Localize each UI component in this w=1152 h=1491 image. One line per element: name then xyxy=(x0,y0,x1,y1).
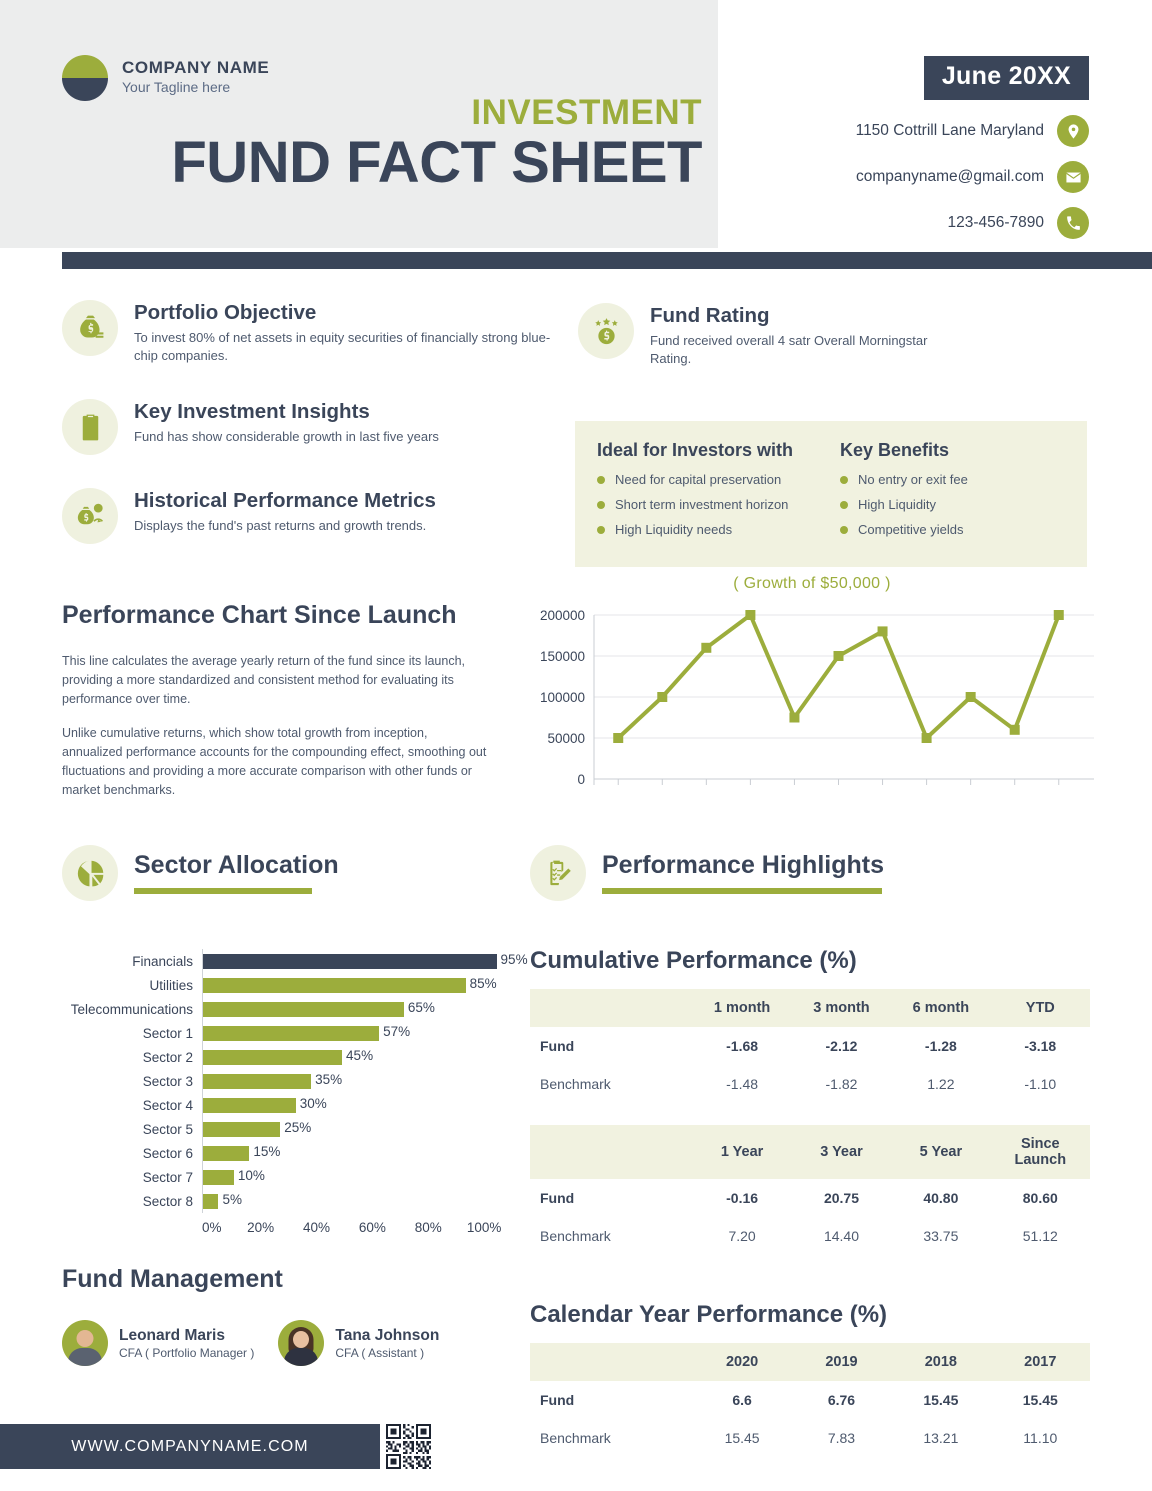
sector-bar-fill xyxy=(203,1026,379,1041)
item-label: No entry or exit fee xyxy=(858,472,968,487)
stars-coin-icon xyxy=(578,303,634,359)
cumulative-performance-table xyxy=(530,989,1090,1103)
fund-rating-title: Fund Rating xyxy=(650,304,770,327)
calendar-performance-title: Calendar Year Performance (%) xyxy=(530,1301,888,1328)
feature-title: Key Investment Insights xyxy=(134,400,370,424)
key-benefits-title: Key Benefits xyxy=(840,440,950,460)
page-header xyxy=(0,0,1152,248)
feature-desc: To invest 80% of net assets in equity securities of financially strong blue-chip companies. xyxy=(134,329,551,364)
svg-text:50000: 50000 xyxy=(547,731,585,746)
sector-bar-value: 65% xyxy=(407,1000,435,1015)
table-row-label: Fund xyxy=(540,1038,575,1054)
ideal-investors-item xyxy=(597,497,840,512)
sector-bar-row xyxy=(62,1069,512,1093)
avatar-head xyxy=(77,1330,94,1347)
brand-text xyxy=(122,58,269,98)
money-bag-icon xyxy=(62,300,118,356)
table-column-header: 2020 xyxy=(692,1343,791,1381)
sector-bar-value: 57% xyxy=(383,1024,411,1039)
table-row xyxy=(530,1217,1090,1255)
fund-rating-desc: Fund received overall 4 satr Overall Morningstar Rating. xyxy=(650,332,928,367)
sector-bar-value: 35% xyxy=(315,1072,343,1087)
date-badge: June 20XX xyxy=(924,56,1089,100)
table-column-header xyxy=(530,1343,692,1381)
sector-label: Sector 6 xyxy=(142,1145,193,1161)
sector-bar-value: 95% xyxy=(500,952,528,967)
sector-x-tick: 20% xyxy=(247,1220,275,1235)
svg-text:100000: 100000 xyxy=(539,690,585,705)
avatar-body xyxy=(284,1348,318,1366)
table-cell: 13.21 xyxy=(923,1430,959,1446)
title-subheading: INVESTMENT xyxy=(471,93,702,132)
ideal-investors-title: Ideal for Investors with xyxy=(597,440,794,460)
sector-bar-track xyxy=(202,997,512,1021)
cumulative-performance-title: Cumulative Performance (%) xyxy=(530,947,857,974)
envelope-icon xyxy=(1057,161,1089,193)
fund-management-title: Fund Management xyxy=(62,1265,283,1293)
table-cell: 1.22 xyxy=(927,1076,955,1092)
contact-address-text: 1150 Cottrill Lane Maryland xyxy=(855,122,1044,139)
contact-phone-text: 123-456-7890 xyxy=(947,214,1044,231)
table-column-header: 1 Year xyxy=(692,1125,791,1179)
performance-highlights-section xyxy=(530,845,1090,1457)
feature-key-investment-insights xyxy=(62,399,562,455)
sector-bar-row xyxy=(62,1117,512,1141)
ideal-investors-column xyxy=(597,440,840,547)
sector-bar-row xyxy=(62,1021,512,1045)
website-bar[interactable] xyxy=(0,1424,380,1469)
performance-highlights-title: Performance Highlights xyxy=(602,850,884,879)
bullet-dot-icon xyxy=(840,476,848,484)
title-block xyxy=(62,95,702,194)
fund-management-people xyxy=(62,1320,512,1366)
header-divider-bar xyxy=(62,252,1152,269)
sector-x-axis xyxy=(62,1220,512,1235)
table-cell: 80.60 xyxy=(1022,1190,1058,1206)
table-cell: 51.12 xyxy=(1022,1228,1058,1244)
member-name: Tana Johnson xyxy=(335,1326,440,1344)
phone-icon xyxy=(1057,207,1089,239)
performance-paragraph-1: This line calculates the average yearly return of the fund since its launch, providing a more standardized and consistent method for evaluating its performance over time. xyxy=(62,654,465,706)
money-gauge-icon xyxy=(62,488,118,544)
table-row-label: Benchmark xyxy=(540,1228,611,1244)
sector-bar-track xyxy=(202,1069,512,1093)
sector-bar-track xyxy=(202,1165,512,1189)
sector-bar-track xyxy=(202,1021,512,1045)
feature-list xyxy=(62,300,562,577)
sector-bar-row xyxy=(62,1165,512,1189)
member-role: CFA ( Assistant ) xyxy=(335,1346,425,1361)
bullet-dot-icon xyxy=(840,501,848,509)
calendar-performance-table xyxy=(530,1343,1090,1457)
table-row xyxy=(530,1179,1090,1217)
sector-allocation-section xyxy=(62,845,528,1235)
table-cell: 14.40 xyxy=(823,1228,859,1244)
table-spacer xyxy=(530,1103,1090,1125)
sector-label: Sector 1 xyxy=(142,1025,193,1041)
table-column-header: 2017 xyxy=(991,1343,1090,1381)
performance-paragraph-2: Unlike cumulative returns, which show total growth from inception, annualized performance accounts for the compounding effect, smoothing out fluctuations and providing a more accurate comparison with other funds or market benchmarks. xyxy=(62,726,487,797)
table-row-label: Benchmark xyxy=(540,1430,611,1446)
table-header-row xyxy=(530,1125,1090,1179)
sector-bar-row xyxy=(62,997,512,1021)
sector-bar-fill xyxy=(203,1002,404,1017)
key-benefits-item xyxy=(840,497,1065,512)
sector-label: Sector 8 xyxy=(142,1193,193,1209)
sector-bar-track xyxy=(202,949,528,973)
sector-bar-value: 10% xyxy=(237,1168,265,1183)
bullet-dot-icon xyxy=(840,526,848,534)
sector-bar-row xyxy=(62,1141,512,1165)
table-cell: 15.45 xyxy=(1022,1392,1058,1408)
sector-bar-track xyxy=(202,1141,512,1165)
table-cell: -1.82 xyxy=(825,1076,858,1092)
sector-bar-value: 30% xyxy=(299,1096,327,1111)
table-cell: -1.10 xyxy=(1024,1076,1057,1092)
table-cell: 7.83 xyxy=(827,1430,856,1446)
performance-highlights-header xyxy=(530,845,1090,901)
sector-bar-row xyxy=(62,1189,512,1213)
sector-label: Sector 2 xyxy=(142,1049,193,1065)
table-row-label: Fund xyxy=(540,1392,575,1408)
sector-label: Telecommunications xyxy=(70,1001,193,1017)
sector-bar-track xyxy=(202,1189,512,1213)
member-role: CFA ( Portfolio Manager ) xyxy=(119,1346,255,1361)
table-cell: -0.16 xyxy=(726,1190,759,1206)
ideal-investors-item xyxy=(597,522,840,537)
sector-x-tick: 80% xyxy=(414,1220,442,1235)
item-label: Competitive yields xyxy=(858,522,964,537)
feature-historical-performance-metrics xyxy=(62,488,562,544)
fund-rating-card xyxy=(578,303,1090,369)
avatar-head xyxy=(293,1331,309,1348)
fund-management-section xyxy=(62,1265,512,1366)
table-cell: 7.20 xyxy=(728,1228,756,1244)
bullet-dot-icon xyxy=(597,526,605,534)
table-column-header xyxy=(530,1125,692,1179)
table-cell: 20.75 xyxy=(823,1190,859,1206)
table-cell: 6.6 xyxy=(732,1392,752,1408)
sector-bar-fill xyxy=(203,1194,218,1209)
contact-email xyxy=(856,161,1089,193)
table-header-row xyxy=(530,989,1090,1027)
member-name: Leonard Maris xyxy=(119,1326,225,1344)
svg-text:150000: 150000 xyxy=(539,649,585,664)
annualized-performance-table xyxy=(530,1125,1090,1255)
table-row xyxy=(530,1419,1090,1457)
table-column-header: 1 month xyxy=(692,989,791,1027)
sector-bar-fill xyxy=(203,1098,296,1113)
sector-x-tick: 100% xyxy=(466,1220,502,1235)
svg-text:0: 0 xyxy=(577,772,585,787)
sector-label: Sector 7 xyxy=(142,1169,193,1185)
item-label: High Liquidity needs xyxy=(615,522,733,537)
table-row-label: Fund xyxy=(540,1190,575,1206)
table-cell: -2.12 xyxy=(825,1038,858,1054)
sector-bar-fill xyxy=(203,954,497,969)
growth-line-chart xyxy=(522,575,1102,807)
table-header-row xyxy=(530,1343,1090,1381)
table-cell: 15.45 xyxy=(724,1430,760,1446)
avatar-body xyxy=(68,1348,102,1366)
location-pin-icon xyxy=(1057,115,1089,147)
company-tagline: Your Tagline here xyxy=(122,79,231,96)
sector-allocation-title: Sector Allocation xyxy=(134,850,339,879)
feature-desc: Displays the fund's past returns and growth trends. xyxy=(134,517,427,533)
sector-bar-track xyxy=(202,1093,512,1117)
table-cell: 11.10 xyxy=(1023,1430,1058,1446)
sector-label: Financials xyxy=(132,953,193,969)
sector-bar-value: 45% xyxy=(346,1048,374,1063)
table-column-header: Since Launch xyxy=(991,1125,1090,1179)
sector-bar-fill xyxy=(203,978,466,993)
website-url: WWW.COMPANYNAME.COM xyxy=(71,1437,309,1455)
team-member xyxy=(278,1320,439,1366)
sector-x-tick: 0% xyxy=(202,1220,222,1235)
table-cell: 33.75 xyxy=(923,1228,959,1244)
line-chart-canvas xyxy=(522,607,1102,807)
sector-bar-row xyxy=(62,949,528,973)
table-column-header: 3 Year xyxy=(792,1125,891,1179)
table-column-header: 6 month xyxy=(891,989,990,1027)
table-cell: -1.68 xyxy=(726,1038,759,1054)
table-row xyxy=(530,1065,1090,1103)
table-cell: -1.48 xyxy=(726,1076,759,1092)
sector-bar-fill xyxy=(203,1170,234,1185)
benefits-panel xyxy=(575,421,1087,567)
item-label: Need for capital preservation xyxy=(615,472,782,487)
table-column-header: 2018 xyxy=(891,1343,990,1381)
performance-chart-text xyxy=(62,600,487,815)
clipboard-pencil-icon xyxy=(530,845,586,901)
table-column-header: 2019 xyxy=(792,1343,891,1381)
sector-bar-value: 25% xyxy=(284,1120,312,1135)
company-name: COMPANY NAME xyxy=(122,58,270,77)
table-column-header: 3 month xyxy=(792,989,891,1027)
key-benefits-item xyxy=(840,472,1065,487)
table-cell: 40.80 xyxy=(923,1190,959,1206)
sector-bar-value: 85% xyxy=(469,976,497,991)
table-cell: 6.76 xyxy=(827,1392,856,1408)
sector-label: Sector 4 xyxy=(142,1097,193,1113)
table-row xyxy=(530,1027,1090,1065)
avatar xyxy=(278,1320,324,1366)
sector-bar-track xyxy=(202,1117,512,1141)
team-member xyxy=(62,1320,254,1366)
sector-label: Sector 5 xyxy=(142,1121,193,1137)
sector-x-tick: 60% xyxy=(358,1220,386,1235)
sector-label: Utilities xyxy=(149,977,193,993)
table-cell: 15.45 xyxy=(923,1392,959,1408)
sector-bar-row xyxy=(62,1045,512,1069)
sector-bar-chart xyxy=(62,949,528,1213)
table-column-header: YTD xyxy=(991,989,1090,1027)
line-chart-title: ( Growth of $50,000 ) xyxy=(733,575,891,592)
contact-email-text: companyname@gmail.com xyxy=(855,168,1044,185)
logo-top-half xyxy=(62,55,108,78)
feature-portfolio-objective xyxy=(62,300,562,366)
item-label: High Liquidity xyxy=(858,497,937,512)
clipboard-checklist-icon xyxy=(62,399,118,455)
avatar xyxy=(62,1320,108,1366)
table-row-label: Benchmark xyxy=(540,1076,611,1092)
key-benefits-column xyxy=(840,440,1065,547)
sector-bar-fill xyxy=(203,1050,342,1065)
sector-bar-row xyxy=(62,1093,512,1117)
sector-bar-fill xyxy=(203,1146,249,1161)
sector-bar-track xyxy=(202,1045,512,1069)
table-cell: -1.28 xyxy=(924,1038,957,1054)
contact-list xyxy=(856,115,1089,239)
bullet-dot-icon xyxy=(597,476,605,484)
item-label: Short term investment horizon xyxy=(615,497,789,512)
sector-allocation-header xyxy=(62,845,512,901)
ideal-investors-item xyxy=(597,472,840,487)
performance-heading: Performance Chart Since Launch xyxy=(62,601,457,629)
pie-chart-icon xyxy=(62,845,118,901)
table-column-header: 5 Year xyxy=(891,1125,990,1179)
sector-bar-fill xyxy=(203,1122,280,1137)
sector-title-underline xyxy=(134,888,312,894)
sector-bar-value: 5% xyxy=(222,1192,242,1207)
contact-phone xyxy=(856,207,1089,239)
highlights-title-underline xyxy=(602,888,882,894)
sector-bar-value: 15% xyxy=(253,1144,281,1159)
svg-text:200000: 200000 xyxy=(539,608,585,623)
contact-address xyxy=(856,115,1089,147)
page-title: FUND FACT SHEET xyxy=(171,129,702,195)
table-column-header xyxy=(530,989,692,1027)
bullet-dot-icon xyxy=(597,501,605,509)
sector-bar-row xyxy=(62,973,512,997)
sector-x-tick: 40% xyxy=(302,1220,331,1235)
table-cell: -3.18 xyxy=(1024,1038,1057,1054)
feature-title: Historical Performance Metrics xyxy=(134,489,436,513)
sector-label: Sector 3 xyxy=(142,1073,193,1089)
feature-title: Portfolio Objective xyxy=(134,301,317,324)
feature-desc: Fund has show considerable growth in last five years xyxy=(134,428,439,444)
sector-bar-fill xyxy=(203,1074,311,1089)
table-row xyxy=(530,1381,1090,1419)
qr-code-icon xyxy=(386,1424,431,1469)
page-footer xyxy=(0,1424,431,1469)
sector-bar-track xyxy=(202,973,512,997)
key-benefits-item xyxy=(840,522,1065,537)
